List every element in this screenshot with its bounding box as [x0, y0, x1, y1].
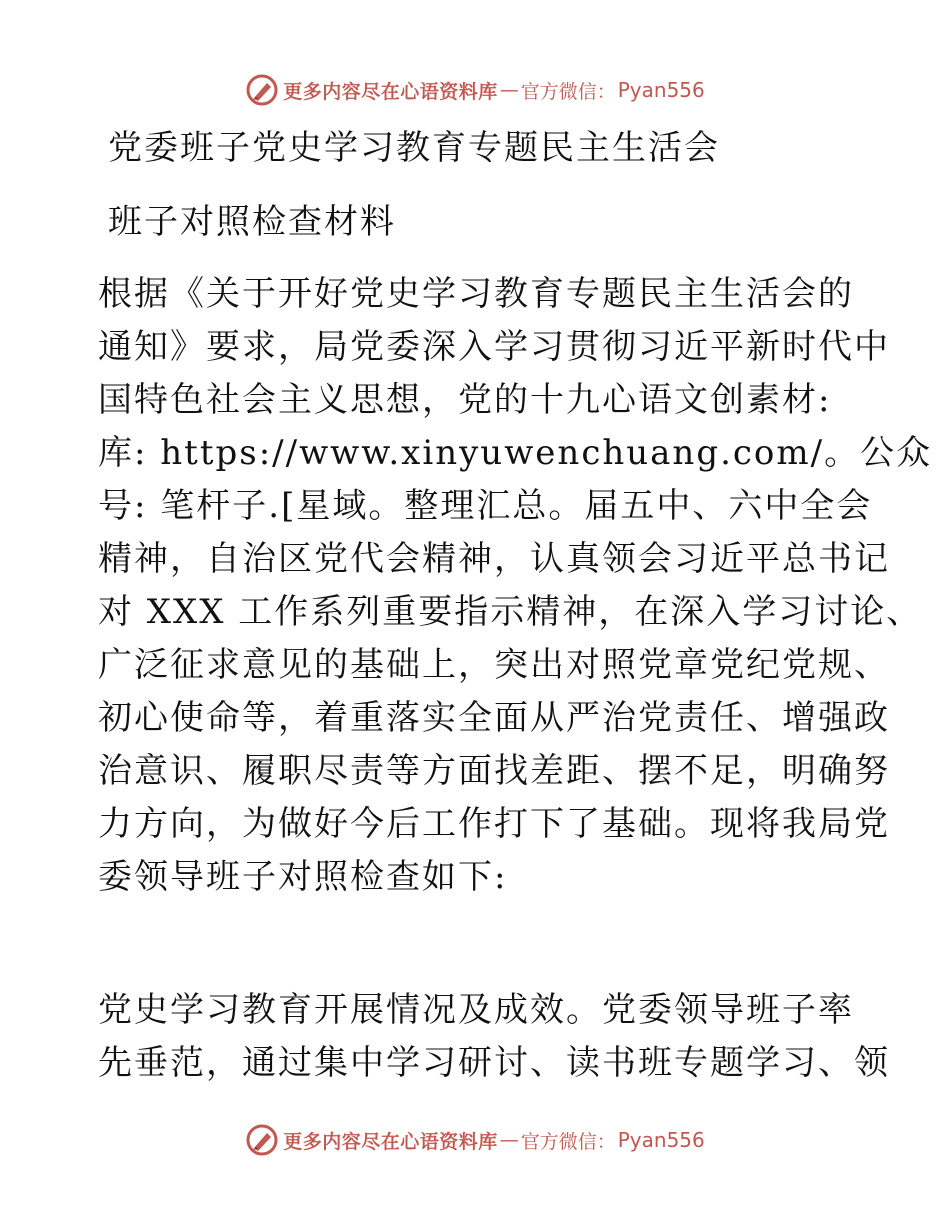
paragraph-line: 委领导班子对照检查如下: [98, 857, 508, 897]
watermark-dash: — [499, 79, 519, 101]
body-paragraph-1 [98, 268, 933, 904]
watermark-wechat-id: Pyan556 [617, 78, 705, 102]
paragraph-line: 通知》要求，局党委深入学习贯彻习近平新时代中 [98, 327, 890, 367]
paragraph-line: 国特色社会主义思想，党的十九心语文创素材: [98, 380, 832, 420]
paragraph-line: 先垂范，通过集中学习研讨、读书班专题学习、领 [98, 1043, 890, 1083]
watermark-main-text: 更多内容尽在心语资料库 [283, 1130, 498, 1153]
header-watermark [0, 70, 950, 110]
paragraph-line: 治意识、履职尽责等方面找差距、摆不足，明确努 [98, 751, 890, 791]
watermark-wechat-label: 官方微信： [520, 1130, 616, 1153]
body-paragraph-2 [98, 984, 890, 1090]
paragraph-line: 精神，自治区党代会精神，认真领会习近平总书记 [98, 539, 890, 579]
pen-logo-icon [245, 1123, 279, 1157]
paragraph-line: 号: 笔杆子.[星域。整理汇总。届五中、六中全会 [98, 486, 873, 526]
paragraph-line: 力方向，为做好今后工作打下了基础。现将我局党 [98, 804, 890, 844]
document-subtitle: 班子对照检查材料 [108, 202, 396, 242]
paragraph-line: 广泛征求意见的基础上，突出对照党章党纪党规、 [98, 645, 890, 685]
watermark-wechat-id: Pyan556 [617, 1128, 705, 1152]
watermark-dash: — [499, 1129, 519, 1151]
paragraph-line: 初心使命等，着重落实全面从严治党责任、增强政 [98, 698, 890, 738]
paragraph-line: 党史学习教育开展情况及成效。党委领导班子率 [98, 990, 854, 1030]
document-title: 党委班子党史学习教育专题民主生活会 [108, 128, 720, 168]
paragraph-line: 库: https://www.xinyuwenchuang.com/。公众 [98, 433, 933, 473]
pen-logo-icon [245, 73, 279, 107]
watermark-wechat-label: 官方微信： [520, 80, 616, 103]
watermark-main-text: 更多内容尽在心语资料库 [283, 80, 498, 103]
paragraph-line: 对 XXX 工作系列重要指示精神，在深入学习讨论、 [98, 592, 923, 632]
paragraph-line: 根据《关于开好党史学习教育专题民主生活会的 [98, 274, 854, 314]
footer-watermark [0, 1120, 950, 1160]
